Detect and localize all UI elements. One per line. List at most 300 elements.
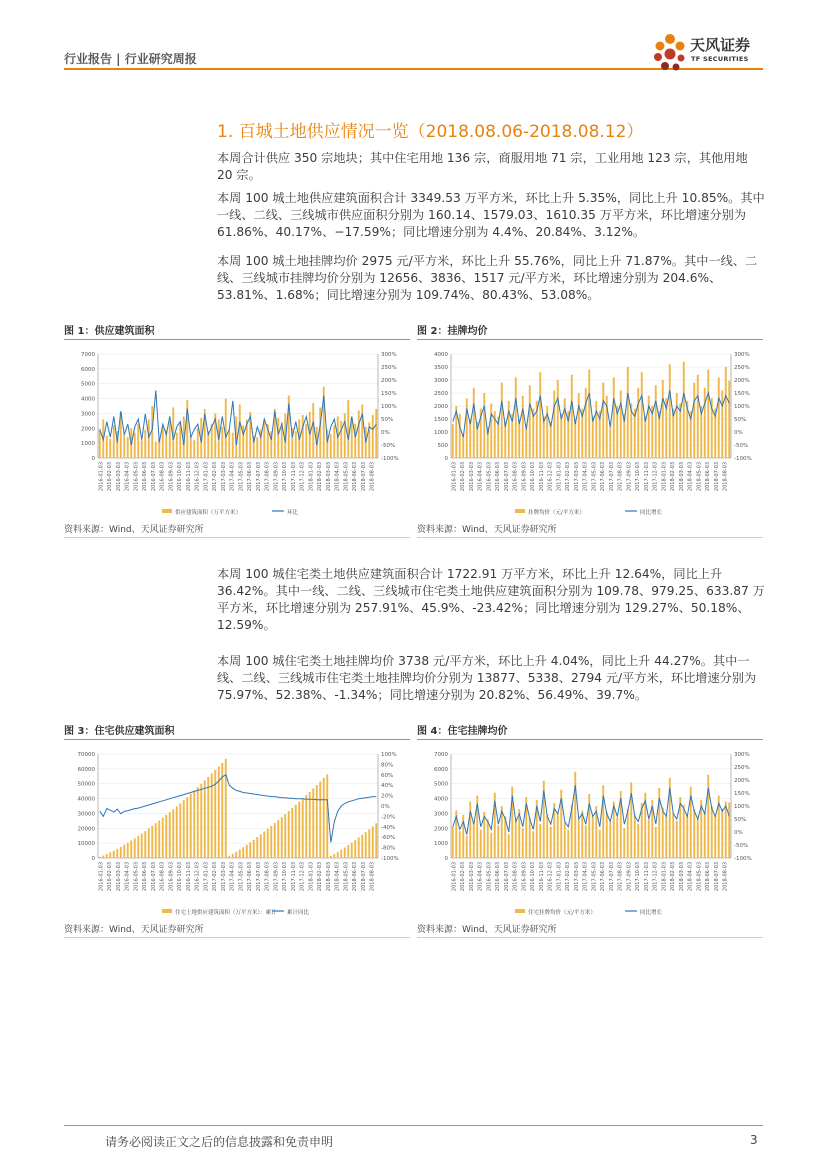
y2-tick-label: 150% xyxy=(381,391,397,397)
x-tick-label: 2018-04-03 xyxy=(687,462,694,492)
x-tick-label: 2017-05-03 xyxy=(591,862,598,892)
bar xyxy=(127,437,129,458)
bar xyxy=(529,818,531,858)
bar xyxy=(172,809,174,858)
y2-tick-label: 50% xyxy=(381,417,394,423)
legend-swatch-bar xyxy=(515,909,525,913)
figure-bottom-rule xyxy=(417,937,763,938)
bar xyxy=(162,427,164,458)
x-tick-label: 2016-02-03 xyxy=(460,862,467,892)
y2-tick-label: 300% xyxy=(734,752,750,758)
figure-title-rule xyxy=(64,739,410,740)
figure-source: 资料来源：Wind、天风证券研究所 xyxy=(417,525,557,535)
series-line xyxy=(100,775,377,843)
bar xyxy=(120,847,122,858)
figure-title: 图 1：供应建筑面积 xyxy=(64,326,155,337)
bar xyxy=(581,810,583,858)
x-tick-label: 2017-05-03 xyxy=(591,462,598,492)
x-tick-label: 2018-03-03 xyxy=(325,862,332,892)
y2-tick-label: 0% xyxy=(381,430,390,436)
y2-tick-label: 100% xyxy=(734,804,750,810)
bar xyxy=(466,836,468,858)
bar xyxy=(263,421,265,458)
bar xyxy=(693,809,695,858)
bar xyxy=(316,785,318,858)
chart-svg xyxy=(425,346,759,526)
bar xyxy=(113,851,115,858)
bar xyxy=(144,831,146,858)
bar xyxy=(459,831,461,858)
bar xyxy=(340,421,342,458)
x-tick-label: 2017-06-03 xyxy=(247,862,254,892)
y2-tick-label: 150% xyxy=(734,791,750,797)
legend-label: 供应建筑面积（万平方米） xyxy=(175,510,242,516)
x-tick-label: 2017-03-03 xyxy=(573,862,580,892)
x-tick-label: 2016-01-03 xyxy=(98,462,105,492)
bar xyxy=(637,388,639,458)
bar xyxy=(473,822,475,858)
bar xyxy=(253,840,255,858)
bar xyxy=(623,828,625,858)
bar xyxy=(564,398,566,458)
bar xyxy=(365,832,367,858)
x-tick-label: 2017-10-03 xyxy=(282,862,289,892)
bar xyxy=(305,424,307,458)
x-tick-label: 2016-03-03 xyxy=(115,462,122,492)
bar xyxy=(162,818,164,858)
y2-tick-label: -40% xyxy=(381,824,396,831)
bar xyxy=(197,787,199,858)
x-tick-label: 2017-11-03 xyxy=(643,462,650,492)
y-tick-label: 0 xyxy=(91,456,95,462)
x-tick-label: 2018-06-03 xyxy=(352,462,359,492)
bar xyxy=(546,815,548,858)
x-tick-label: 2017-10-03 xyxy=(635,462,642,492)
x-tick-label: 2017-07-03 xyxy=(608,462,615,492)
y2-tick-label: -100% xyxy=(381,456,399,462)
x-tick-label: 2016-05-03 xyxy=(486,862,493,892)
bar xyxy=(459,414,461,458)
bar xyxy=(186,797,188,858)
x-tick-label: 2017-12-03 xyxy=(652,862,659,892)
x-tick-label: 2017-04-03 xyxy=(229,462,236,492)
disclaimer-note: 请务必阅读正文之后的信息披露和免责申明 xyxy=(105,1135,334,1149)
bar xyxy=(721,809,723,858)
x-tick-label: 2016-06-03 xyxy=(495,862,502,892)
chart-listing-price xyxy=(425,346,759,526)
report-category: 行业报告 | 行业研究周报 xyxy=(64,52,197,66)
logo-english-name: TF SECURITIES xyxy=(691,55,749,63)
x-tick-label: 2016-12-03 xyxy=(547,462,554,492)
bar xyxy=(109,439,111,458)
x-tick-label: 2018-07-03 xyxy=(713,462,720,492)
bar xyxy=(372,415,374,458)
bar xyxy=(480,830,482,858)
bar xyxy=(522,396,524,458)
x-tick-label: 2018-03-03 xyxy=(678,462,685,492)
bar xyxy=(606,812,608,858)
bar xyxy=(609,422,611,458)
bar xyxy=(288,811,290,858)
bar xyxy=(599,830,601,858)
bar xyxy=(340,850,342,858)
x-tick-label: 2017-12-03 xyxy=(299,462,306,492)
y-tick-label: 3000 xyxy=(434,811,448,818)
bar xyxy=(232,433,234,458)
x-tick-label: 2016-06-03 xyxy=(142,462,149,492)
y2-tick-label: 100% xyxy=(381,752,397,758)
x-tick-label: 2018-01-03 xyxy=(308,862,315,892)
y2-tick-label: 50% xyxy=(734,417,747,423)
bar xyxy=(267,829,269,858)
bar xyxy=(683,362,685,458)
bar xyxy=(595,401,597,458)
x-tick-label: 2017-09-03 xyxy=(626,862,633,892)
x-tick-label: 2018-02-03 xyxy=(670,862,677,892)
figure-title-rule xyxy=(417,739,763,740)
x-tick-label: 2016-10-03 xyxy=(530,862,537,892)
bar xyxy=(246,845,248,858)
bar xyxy=(302,415,304,458)
x-tick-label: 2017-08-03 xyxy=(617,462,624,492)
bar xyxy=(518,419,520,458)
x-tick-label: 2018-02-03 xyxy=(317,462,324,492)
bar xyxy=(662,807,664,858)
x-tick-label: 2018-03-03 xyxy=(678,862,685,892)
y2-tick-label: 80% xyxy=(381,762,394,769)
legend-label: 同比增长 xyxy=(640,910,663,916)
x-tick-label: 2016-04-03 xyxy=(477,462,484,492)
bar xyxy=(197,428,199,458)
x-tick-label: 2017-12-03 xyxy=(299,862,306,892)
y2-tick-label: 0% xyxy=(734,830,743,836)
x-tick-label: 2017-07-03 xyxy=(255,462,262,492)
y-tick-label: 500 xyxy=(437,443,448,449)
x-tick-label: 2017-01-03 xyxy=(556,462,563,492)
bar xyxy=(302,798,304,858)
x-tick-label: 2016-12-03 xyxy=(547,862,554,892)
bar xyxy=(452,424,454,458)
x-tick-label: 2016-08-03 xyxy=(159,462,166,492)
bar xyxy=(256,837,258,858)
y2-tick-label: -60% xyxy=(381,835,396,842)
figure-1 xyxy=(64,322,410,537)
paragraph-residential-price: 本周 100 城住宅类土地挂牌均价 3738 元/平方米，环比上升 4.04%，同比上升 44.27%。其中一线、二线、三线城市住宅类土地挂牌均价分别为 13877、5338、2794 元/平方米，环比增速分别为 75.97%、52.38%、-1.34%；同比增速分别为 20.82%、56.49%、39.7%。 xyxy=(217,654,757,702)
bar xyxy=(207,777,209,858)
bar xyxy=(169,421,171,458)
x-tick-label: 2017-04-03 xyxy=(229,862,236,892)
section-title: 1. 百城土地供应情况一览（2018.08.06-2018.08.12） xyxy=(217,122,644,142)
x-tick-label: 2016-05-03 xyxy=(486,462,493,492)
y2-tick-label: 0% xyxy=(381,804,390,810)
bar xyxy=(123,845,125,858)
y2-tick-label: 60% xyxy=(381,772,394,779)
x-tick-label: 2017-06-03 xyxy=(247,462,254,492)
bar xyxy=(158,821,160,858)
chart-supply-area xyxy=(72,346,406,526)
x-tick-label: 2016-11-03 xyxy=(185,462,192,492)
x-tick-label: 2017-02-03 xyxy=(565,862,572,892)
bar xyxy=(725,367,727,458)
bar xyxy=(602,383,604,458)
bar xyxy=(704,812,706,858)
x-tick-label: 2017-03-03 xyxy=(573,462,580,492)
x-tick-label: 2016-03-03 xyxy=(115,862,122,892)
bar xyxy=(613,377,615,458)
chart-svg xyxy=(425,746,759,926)
bar xyxy=(137,836,139,858)
figure-2 xyxy=(417,322,763,537)
bar xyxy=(354,840,356,858)
x-tick-label: 2016-07-03 xyxy=(503,862,510,892)
bar xyxy=(239,405,241,458)
y-tick-label: 10000 xyxy=(77,841,95,848)
bar xyxy=(375,823,377,858)
bar xyxy=(641,372,643,458)
y2-tick-label: 100% xyxy=(381,404,397,410)
y2-tick-label: 300% xyxy=(734,352,750,358)
bar xyxy=(462,435,464,458)
bar xyxy=(574,419,576,458)
y-tick-label: 70000 xyxy=(77,752,95,758)
bar xyxy=(368,829,370,858)
y-tick-label: 30000 xyxy=(77,811,95,818)
y2-tick-label: -50% xyxy=(734,443,749,449)
bar xyxy=(141,440,143,458)
bar xyxy=(665,816,667,858)
y2-tick-label: 200% xyxy=(734,378,750,384)
bar xyxy=(728,802,730,858)
bar xyxy=(256,437,258,458)
bar xyxy=(550,827,552,858)
bar xyxy=(99,430,101,458)
x-tick-label: 2016-08-03 xyxy=(159,862,166,892)
y2-tick-label: 40% xyxy=(381,783,394,790)
x-tick-label: 2016-02-03 xyxy=(107,462,114,492)
x-tick-label: 2016-10-03 xyxy=(530,462,537,492)
bar xyxy=(165,815,167,858)
bar xyxy=(483,393,485,458)
x-tick-label: 2018-04-03 xyxy=(334,462,341,492)
bar xyxy=(225,759,227,858)
legend-label: 同比增长 xyxy=(640,510,663,516)
y-tick-label: 4000 xyxy=(434,796,448,803)
bar xyxy=(686,815,688,858)
bar xyxy=(337,852,339,858)
y-tick-label: 60000 xyxy=(77,766,95,773)
y2-tick-label: 250% xyxy=(734,365,750,371)
bar xyxy=(358,837,360,858)
bar xyxy=(326,774,328,858)
figure-bottom-rule xyxy=(64,537,410,538)
bar xyxy=(277,418,279,458)
x-tick-label: 2017-08-03 xyxy=(264,462,271,492)
x-tick-label: 2017-01-03 xyxy=(556,862,563,892)
bar xyxy=(319,781,321,858)
x-tick-label: 2018-06-03 xyxy=(352,862,359,892)
bar xyxy=(260,834,262,858)
y-tick-label: 1000 xyxy=(81,441,95,448)
y-tick-label: 7000 xyxy=(434,752,448,758)
x-tick-label: 2016-04-03 xyxy=(124,462,131,492)
x-tick-label: 2016-10-03 xyxy=(177,862,184,892)
y2-tick-label: 100% xyxy=(734,404,750,410)
y2-tick-label: 250% xyxy=(734,765,750,771)
x-tick-label: 2016-07-03 xyxy=(150,462,157,492)
bar xyxy=(176,433,178,458)
x-tick-label: 2017-12-03 xyxy=(652,462,659,492)
paragraph-land-count: 本周合计供应 350 宗地块；其中住宅用地 136 宗，商服用地 71 宗，工业用地 123 宗，其他用地 20 宗。 xyxy=(217,151,748,182)
x-tick-label: 2016-09-03 xyxy=(168,462,175,492)
bar xyxy=(585,388,587,458)
x-tick-label: 2018-01-03 xyxy=(661,462,668,492)
x-tick-label: 2016-03-03 xyxy=(468,462,475,492)
chart-residential-price xyxy=(425,746,759,926)
x-tick-label: 2016-05-03 xyxy=(133,462,140,492)
x-tick-label: 2018-05-03 xyxy=(343,462,350,492)
bar xyxy=(344,847,346,858)
y-tick-label: 1000 xyxy=(434,841,448,848)
y-tick-label: 4000 xyxy=(81,396,95,403)
bar xyxy=(351,843,353,858)
bar xyxy=(134,838,136,858)
x-tick-label: 2016-03-03 xyxy=(468,862,475,892)
x-tick-label: 2017-08-03 xyxy=(617,862,624,892)
bar xyxy=(634,815,636,858)
bar xyxy=(693,383,695,458)
bar xyxy=(627,367,629,458)
bar xyxy=(501,383,503,458)
bar xyxy=(711,806,713,858)
x-tick-label: 2017-11-03 xyxy=(290,462,297,492)
x-tick-label: 2017-02-03 xyxy=(212,462,219,492)
y2-tick-label: 200% xyxy=(381,378,397,384)
legend-swatch-bar xyxy=(162,509,172,513)
y-tick-label: 6000 xyxy=(434,766,448,773)
bar xyxy=(728,381,730,458)
bar xyxy=(550,422,552,458)
bar xyxy=(490,403,492,458)
x-tick-label: 2016-02-03 xyxy=(107,862,114,892)
figure-source: 资料来源：Wind、天风证券研究所 xyxy=(64,925,204,935)
bar xyxy=(504,422,506,458)
x-tick-label: 2016-08-03 xyxy=(512,462,519,492)
bar xyxy=(557,813,559,858)
y-tick-label: 2000 xyxy=(81,426,95,433)
bar xyxy=(515,821,517,858)
y-tick-label: 3000 xyxy=(81,411,95,418)
bar xyxy=(487,819,489,858)
page-number: 3 xyxy=(750,1133,758,1147)
bar xyxy=(358,410,360,458)
x-tick-label: 2018-01-03 xyxy=(661,862,668,892)
x-tick-label: 2017-06-03 xyxy=(600,862,607,892)
x-tick-label: 2016-02-03 xyxy=(460,462,467,492)
bar xyxy=(697,375,699,458)
bar xyxy=(508,401,510,458)
bar xyxy=(239,850,241,858)
x-tick-label: 2017-03-03 xyxy=(220,862,227,892)
bar xyxy=(725,802,727,858)
x-tick-label: 2017-05-03 xyxy=(238,462,245,492)
bar xyxy=(309,792,311,858)
x-tick-label: 2017-04-03 xyxy=(582,862,589,892)
legend-label: 挂牌均价（元/平方米） xyxy=(528,510,585,516)
y2-tick-label: -100% xyxy=(734,456,752,462)
y-tick-label: 1500 xyxy=(434,417,448,423)
logo-chinese-name: 天风证券 xyxy=(690,36,751,54)
bar xyxy=(539,824,541,858)
bar xyxy=(102,856,104,858)
x-tick-label: 2018-06-03 xyxy=(705,862,712,892)
figure-title: 图 4：住宅挂牌均价 xyxy=(417,726,508,737)
chart-residential-supply xyxy=(72,746,406,926)
legend-label: 环比 xyxy=(287,510,299,516)
bar xyxy=(508,834,510,858)
bar xyxy=(148,828,150,858)
bar xyxy=(323,778,325,858)
y-tick-label: 50000 xyxy=(77,781,95,788)
figure-bottom-rule xyxy=(64,937,410,938)
bar xyxy=(333,854,335,858)
x-tick-label: 2018-05-03 xyxy=(343,862,350,892)
x-tick-label: 2016-06-03 xyxy=(142,862,149,892)
bar xyxy=(714,815,716,858)
x-tick-label: 2017-10-03 xyxy=(282,462,289,492)
y2-tick-label: 50% xyxy=(734,817,747,823)
bar xyxy=(169,812,171,858)
x-tick-label: 2018-01-03 xyxy=(308,462,315,492)
bar xyxy=(560,414,562,458)
bar xyxy=(200,784,202,858)
bar xyxy=(375,409,377,458)
figure-title-rule xyxy=(64,339,410,340)
bar xyxy=(490,833,492,858)
y-tick-label: 3000 xyxy=(434,378,448,384)
x-tick-label: 2016-05-03 xyxy=(133,862,140,892)
x-tick-label: 2017-01-03 xyxy=(203,462,210,492)
bar xyxy=(330,434,332,458)
x-tick-label: 2016-10-03 xyxy=(177,462,184,492)
bar xyxy=(571,375,573,458)
bar xyxy=(151,826,153,858)
legend-swatch-bar xyxy=(515,509,525,513)
bar xyxy=(557,380,559,458)
y-tick-label: 1000 xyxy=(434,430,448,436)
bar xyxy=(564,822,566,858)
figure-4 xyxy=(417,722,763,937)
x-tick-label: 2016-09-03 xyxy=(521,462,528,492)
bar xyxy=(249,842,251,858)
bar xyxy=(228,430,230,458)
bar xyxy=(295,805,297,858)
bar xyxy=(372,826,374,858)
bar xyxy=(263,832,265,858)
bar xyxy=(697,818,699,858)
bar xyxy=(309,412,311,458)
legend-label: 累计同比 xyxy=(287,910,310,916)
bar xyxy=(574,772,576,858)
x-tick-label: 2017-04-03 xyxy=(582,462,589,492)
bar xyxy=(127,843,129,858)
x-tick-label: 2017-03-03 xyxy=(220,462,227,492)
bar xyxy=(106,854,108,858)
bar xyxy=(333,425,335,458)
bar xyxy=(655,827,657,858)
x-tick-label: 2018-02-03 xyxy=(317,862,324,892)
x-tick-label: 2017-08-03 xyxy=(264,862,271,892)
bar xyxy=(281,817,283,858)
